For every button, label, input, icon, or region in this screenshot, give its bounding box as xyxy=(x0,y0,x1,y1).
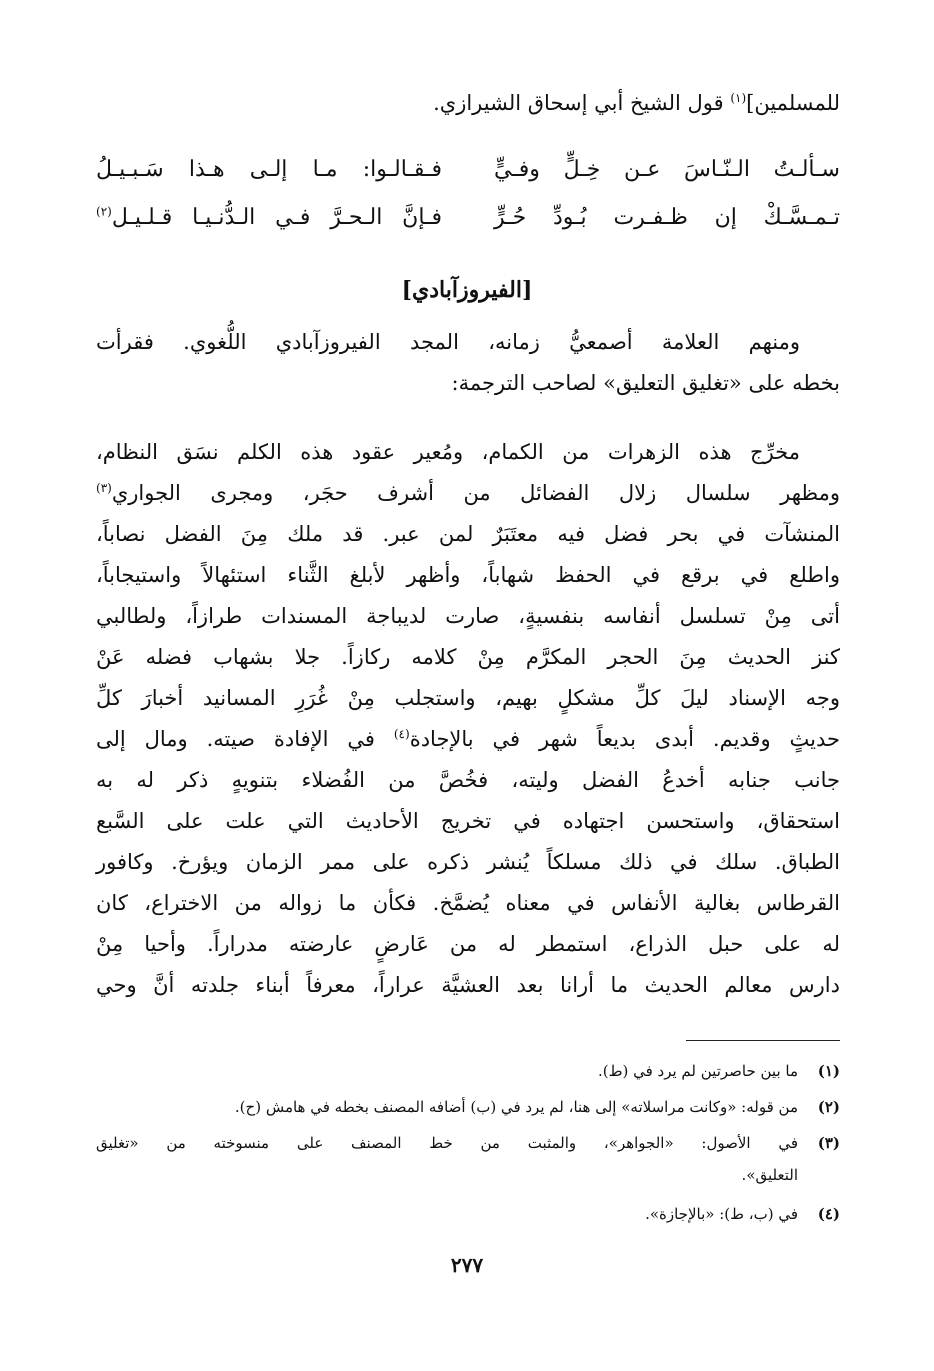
body-line-2-text: ومظهر سلسال زلال الفضائل من أشرف حجَر، ومجرى الجواري xyxy=(111,481,840,505)
footnote-4-number: (٤) xyxy=(817,1205,840,1223)
body-line-14: دارس معالم الحديث ما أرانا بعد العشيَّة عراراً، معرفاً أبناء جلدته أنَّ وحي xyxy=(96,973,840,997)
verse-2-second-hemistich xyxy=(96,198,442,238)
verse-row-1 xyxy=(96,150,840,190)
body-line-8-part-b: في الإفادة صيته. ومال إلى xyxy=(96,727,394,751)
footnote-3-continuation: التعليق». xyxy=(741,1166,798,1184)
body-line-1: مخرِّج هذه الزهرات من الكمام، ومُعير عقود هذه الكلم نسَق النظام، xyxy=(96,440,800,464)
page-number: ٢٧٧ xyxy=(450,1253,484,1277)
body-line-10: استحقاق، واستحسن اجتهاده في تخريج الأحاديث التي علت على السَّبع xyxy=(96,809,840,833)
footnote-3-text: في الأصول: «الجواهر»، والمثبت من خط المصنف على منسوخته من «تغليق xyxy=(96,1134,798,1152)
body-line-8-part-a: حديثٍ وقديم. أبدى بديعاً شهر في بالإجادة xyxy=(409,727,840,751)
verse-row-2 xyxy=(96,198,840,238)
top-line-before: للمسلمين] xyxy=(746,91,840,115)
body-line-11: الطباق. سلك في ذلك مسلكاً يُنشر ذكره على ممر الزمان ويؤرخ. وكافور xyxy=(96,850,840,874)
verse-1-first-hemistich: سـألـتُ الـنّـاسَ عـن خِـلٍّ وفـيٍّ xyxy=(494,157,840,182)
body-line-9: جانب جنابه أخدعُ الفضل وليته، فخُصَّ من الفُضلاء بتنويهٍ ذكر له به xyxy=(96,768,840,792)
body-line-8 xyxy=(96,722,840,756)
footnote-2-text: من قوله: «وكانت مراسلاته» إلى هنا، لم يرد في (ب) أضافه المصنف بخطه في هامش (ح). xyxy=(234,1098,798,1116)
footnote-1 xyxy=(96,1057,840,1085)
footnote-4 xyxy=(96,1200,840,1228)
footnote-3 xyxy=(96,1129,840,1157)
footnote-2-number: (٢) xyxy=(817,1098,840,1116)
body-line-2 xyxy=(96,476,840,510)
top-line xyxy=(96,86,840,120)
footnote-4-text: في (ب، ط): «بالإجازة». xyxy=(645,1205,798,1223)
footnote-ref-4: (٤) xyxy=(393,727,410,741)
body-line-3: المنشآت في بحر فضل فيه معتَبَرٌ لمن عبر. قد ملك مِنَ الفضل نصاباً، xyxy=(96,522,840,546)
body-line-5: أتى مِنْ تسلسل أنفاسه بنفسيةٍ، صارت لديباجة المسندات طرازاً، ولطالبي xyxy=(96,604,840,628)
footnote-ref-3: (٣) xyxy=(96,481,112,495)
top-line-after: قول الشيخ أبي إسحاق الشيرازي. xyxy=(433,91,731,115)
footnote-1-number: (١) xyxy=(817,1062,840,1080)
footnote-separator xyxy=(686,1040,840,1041)
verse-1-second-hemistich: فـقـالـوا: مـا إلـى هـذا سَـبـيـلُ xyxy=(96,157,442,182)
body-line-7: وجه الإسناد ليلَ كلِّ مشكلٍ بهيم، واستجلب مِنْ غُرَرِ المسانيد أخبارَ كلِّ xyxy=(96,686,840,710)
body-line-12: القرطاس بغالية الأنفاس في معناه يُضمَّخ. فكأن ما زواله من الاختراع، كان xyxy=(96,891,840,915)
verse-2-first-hemistich: تـمـسَّـكْ إن ظـفـرت بُـودِّ حُـرٍّ xyxy=(494,205,840,230)
verse-2-second-text: فـإنَّ الـحـرَّ فـي الـدُّنـيـا قـلـيـل xyxy=(111,205,442,230)
section-heading: [الفيروزآبادي] xyxy=(401,277,533,303)
intro-line-1: ومنهم العلامة أصمعيُّ زمانه، المجد الفيروزآبادي اللُّغوي. فقرأت xyxy=(96,330,800,354)
intro-line-2: بخطه على «تغليق التعليق» لصاحب الترجمة: xyxy=(451,371,840,395)
footnote-3-number: (٣) xyxy=(817,1134,840,1152)
footnote-ref-1: (١) xyxy=(730,91,747,105)
body-line-4: واطلع في برقع في الحفظ شهاباً، وأظهر لأبلغ الثَّناء استئهالاً واستيجاباً، xyxy=(96,563,840,587)
footnote-1-text: ما بين حاصرتين لم يرد في (ط). xyxy=(597,1062,798,1080)
footnote-ref-2: (٢) xyxy=(96,204,112,219)
body-line-13: له على حبل الذراع، استمطر له من عَارضٍ عارضته مدراراً. وأحيا مِنْ xyxy=(96,932,840,956)
footnote-2 xyxy=(96,1093,840,1121)
body-line-6: كنز الحديث مِنَ الحجر المكرَّم مِنْ كلامه ركازاً. جلا بشهاب فضله عَنْ xyxy=(96,645,840,669)
